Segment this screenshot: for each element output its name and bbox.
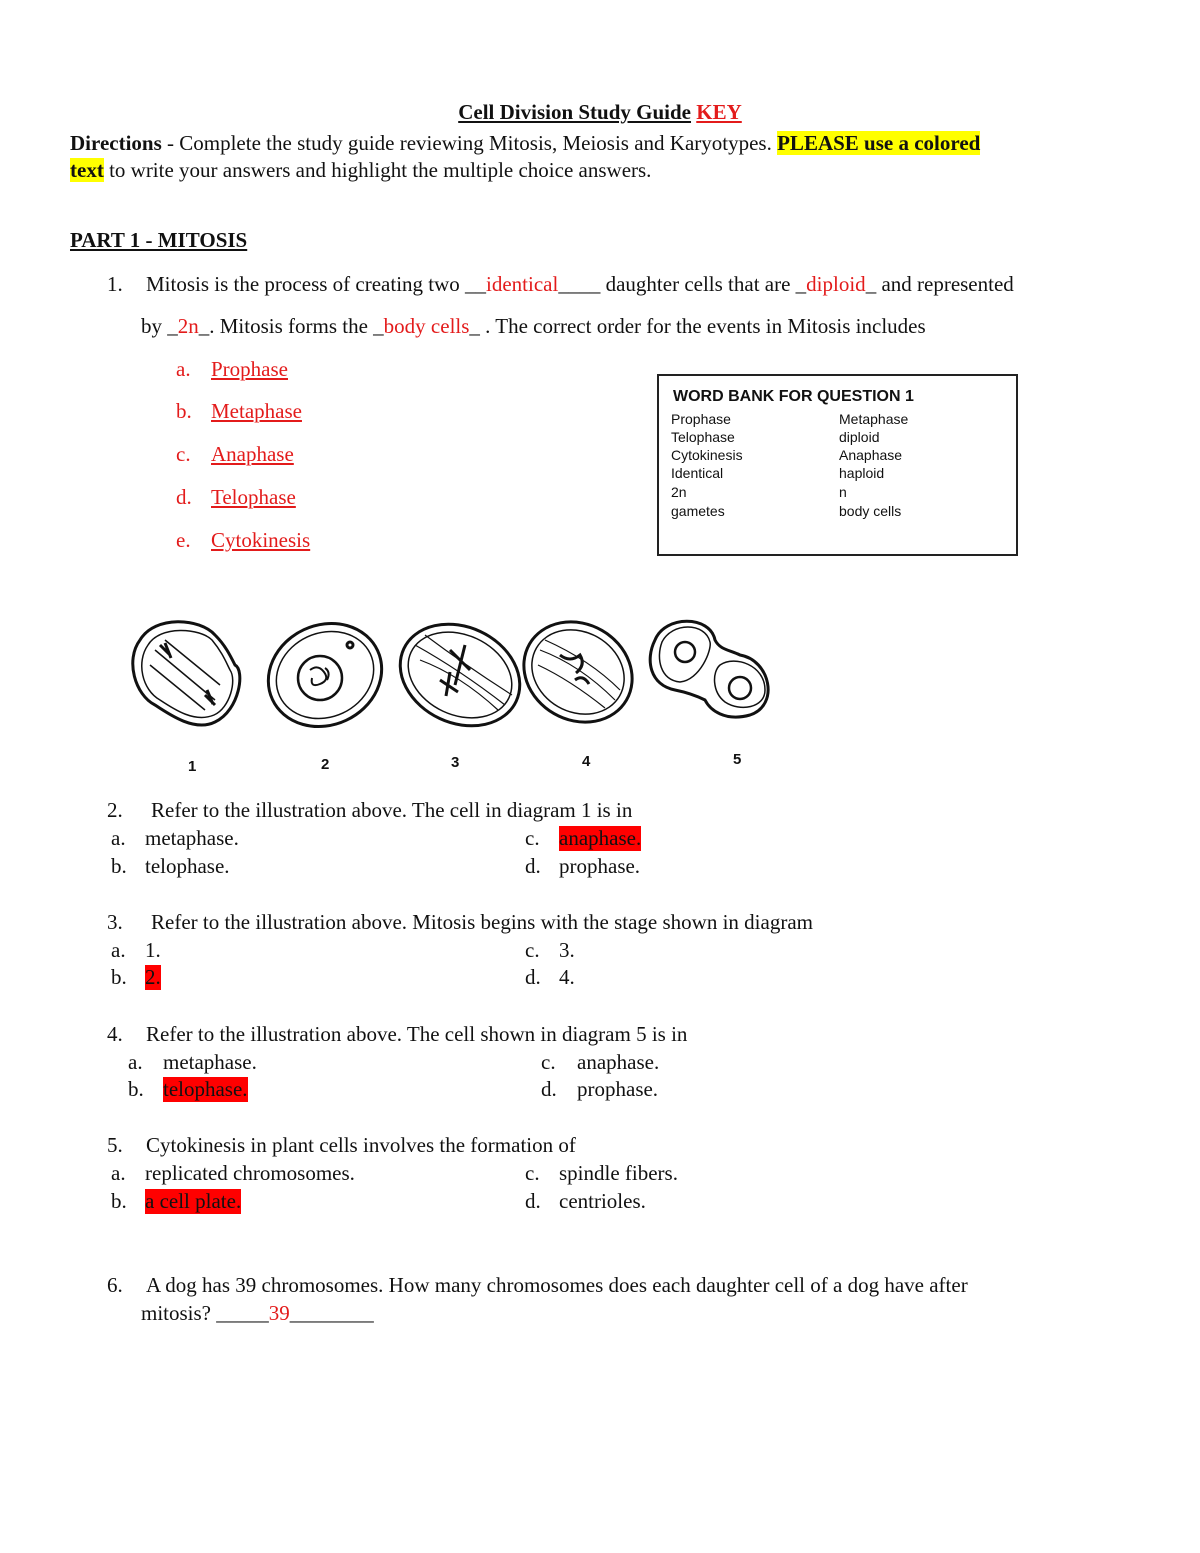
- cell-3-metaphase-image: [384, 610, 537, 740]
- q3-option-c: 3.: [559, 938, 575, 962]
- q4-letter-d: d.: [541, 1077, 557, 1101]
- q3-number: 3.: [107, 910, 123, 934]
- q6-text: A dog has 39 chromosomes. How many chromosomes does each daughter cell of a dog have after: [146, 1273, 968, 1297]
- q1-text-1: Mitosis is the process of creating two __: [146, 272, 487, 296]
- q1-text-2: ____ daughter cells that are _: [558, 272, 807, 296]
- part1-heading: PART 1 - MITOSIS: [70, 228, 248, 252]
- q5-letter-b: b.: [111, 1189, 127, 1213]
- cell-1-anaphase-image: [133, 622, 240, 725]
- word-bank-title: WORD BANK FOR QUESTION 1: [673, 388, 914, 405]
- cell-2-prophase-image: [251, 610, 398, 740]
- q1-text-3: _ and represented: [865, 272, 1014, 296]
- q1-text-6: _ . The correct order for the events in Mitosis includes: [469, 314, 926, 338]
- q6-number: 6.: [107, 1273, 123, 1297]
- q3-option-b-answer: 2.: [145, 965, 161, 989]
- q3-letter-d: d.: [525, 965, 541, 989]
- q1-list-item: Anaphase: [211, 442, 294, 466]
- q5-option-b-answer: a cell plate.: [145, 1189, 242, 1213]
- q4-option-d: prophase.: [577, 1077, 659, 1101]
- diagram-label-5: 5: [733, 751, 742, 768]
- diagram-label-4: 4: [582, 753, 591, 770]
- q4-option-b-answer: telophase.: [163, 1077, 248, 1101]
- q4-number: 4.: [107, 1022, 123, 1046]
- title-key: KEY: [696, 100, 742, 124]
- directions-line-2: [70, 158, 651, 183]
- q5-option-c: spindle fibers.: [559, 1161, 678, 1185]
- word-bank: [657, 374, 1018, 556]
- diagram-label-2: 2: [321, 756, 330, 773]
- cell-4-image: [506, 610, 651, 740]
- q1-list-letter: e.: [176, 528, 191, 552]
- q1-list-item: Prophase: [211, 357, 288, 381]
- q6-text-3: ________: [289, 1301, 374, 1325]
- q5-letter-c: c.: [525, 1161, 540, 1185]
- directions-text-2: to write your answers and highlight the multiple choice answers.: [103, 158, 652, 182]
- q3-text: Refer to the illustration above. Mitosis begins with the stage shown in diagram: [151, 910, 813, 934]
- q5-letter-d: d.: [525, 1189, 541, 1213]
- q6-answer: 39: [268, 1301, 290, 1325]
- word-bank-item: Metaphase: [839, 411, 909, 427]
- word-bank-item: 2n: [671, 484, 687, 500]
- q1-list-letter: d.: [176, 485, 192, 509]
- mitosis-diagram: [120, 610, 790, 740]
- word-bank-item: Prophase: [671, 411, 731, 427]
- q6-text-2: mitosis? _____: [141, 1301, 269, 1325]
- q4-option-a: metaphase.: [163, 1050, 257, 1074]
- q1-answer-2n: 2n: [177, 314, 199, 338]
- directions-line-1: [70, 131, 980, 156]
- q1-text-4: by _: [141, 314, 178, 338]
- q1-list-letter: b.: [176, 399, 192, 423]
- word-bank-item: Cytokinesis: [671, 447, 743, 463]
- q3-option-a: 1.: [145, 938, 161, 962]
- q2-option-b: telophase.: [145, 854, 230, 878]
- q1-list-item: Cytokinesis: [211, 528, 311, 552]
- q1-list-letter: c.: [176, 442, 191, 466]
- q2-option-d: prophase.: [559, 854, 641, 878]
- q1-answer-body-cells: body cells: [383, 314, 470, 338]
- q2-option-c-answer: anaphase.: [559, 826, 642, 850]
- word-bank-item: Anaphase: [839, 447, 903, 463]
- title-text: Cell Division Study Guide: [458, 100, 692, 124]
- q2-text: Refer to the illustration above. The cell in diagram 1 is in: [151, 798, 633, 822]
- q2-letter-c: c.: [525, 826, 540, 850]
- q2-letter-a: a.: [111, 826, 126, 850]
- q2-letter-d: d.: [525, 854, 541, 878]
- word-bank-item: n: [839, 484, 847, 500]
- q1-text-5: _. Mitosis forms the _: [198, 314, 384, 338]
- directions-label: Directions: [70, 131, 162, 155]
- page-title: [0, 100, 1200, 125]
- directions-please: PLEASE use a colored: [777, 131, 981, 155]
- directions-text: - Complete the study guide reviewing Mitosis, Meiosis and Karyotypes.: [161, 131, 778, 155]
- q1-line-2: [141, 314, 926, 339]
- q1-answer-diploid: diploid: [806, 272, 866, 296]
- q1-answer-identical: identical: [486, 272, 559, 296]
- q5-option-d: centrioles.: [559, 1189, 646, 1213]
- word-bank-item: Telophase: [671, 429, 735, 445]
- q1-list-item: Metaphase: [211, 399, 302, 423]
- q4-option-c: anaphase.: [577, 1050, 660, 1074]
- q1-line-1: [146, 272, 1014, 297]
- q4-letter-b: b.: [128, 1077, 144, 1101]
- q3-letter-c: c.: [525, 938, 540, 962]
- q2-option-a: metaphase.: [145, 826, 239, 850]
- q4-text: Refer to the illustration above. The cell shown in diagram 5 is in: [146, 1022, 688, 1046]
- q3-letter-b: b.: [111, 965, 127, 989]
- q3-letter-a: a.: [111, 938, 126, 962]
- cell-5-telophase-image: [650, 621, 768, 717]
- q5-number: 5.: [107, 1133, 123, 1157]
- q5-letter-a: a.: [111, 1161, 126, 1185]
- q1-list-item: Telophase: [211, 485, 296, 509]
- q4-letter-c: c.: [541, 1050, 556, 1074]
- q1-list-letter: a.: [176, 357, 191, 381]
- q2-number: 2.: [107, 798, 123, 822]
- word-bank-item: haploid: [839, 465, 885, 481]
- q1-number: 1.: [107, 272, 123, 296]
- q6-line-2: [141, 1301, 374, 1326]
- word-bank-item: diploid: [839, 429, 880, 445]
- q2-letter-b: b.: [111, 854, 127, 878]
- diagram-label-3: 3: [451, 754, 460, 771]
- q4-letter-a: a.: [128, 1050, 143, 1074]
- word-bank-item: gametes: [671, 503, 725, 519]
- diagram-label-1: 1: [188, 758, 197, 775]
- word-bank-item: Identical: [671, 465, 724, 481]
- directions-text-word: text: [70, 158, 104, 182]
- q3-option-d: 4.: [559, 965, 575, 989]
- word-bank-item: body cells: [839, 503, 902, 519]
- q5-option-a: replicated chromosomes.: [145, 1161, 355, 1185]
- q5-text: Cytokinesis in plant cells involves the formation of: [146, 1133, 576, 1157]
